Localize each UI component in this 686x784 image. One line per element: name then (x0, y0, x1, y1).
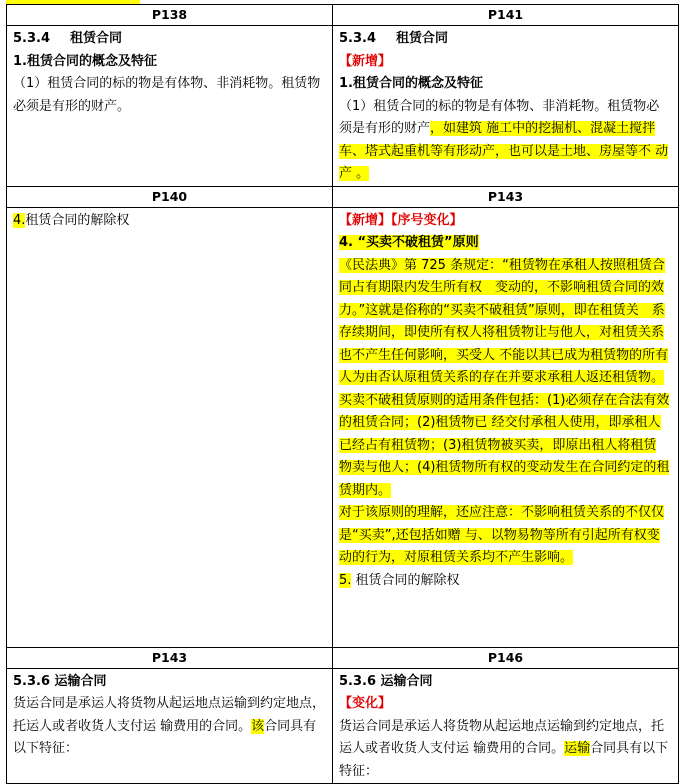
left-page-label: P143 (7, 647, 333, 668)
highlighted-text: ，如建筑 施工中的挖掘机、混凝土搅拌车、塔式起重机等有形动产，也可以是土地、房屋等不 动 产 。 (339, 121, 669, 181)
table-header-row (7, 647, 679, 668)
body-text: （1）租赁合同的标的物是有体物、非消耗物。租赁物必须是有形的财产，如建筑 施工中的挖掘机、混凝土搅拌车、塔式起重机等有形动产，也可以是土地、房屋等不 动 产 。 (339, 98, 669, 181)
heading-line (339, 232, 672, 255)
section-heading: 5.3.4 租赁合同 (339, 31, 449, 46)
left-cell (7, 668, 333, 784)
body-text: 4.租赁合同的解除权 (13, 212, 130, 228)
right-page-label: P141 (333, 5, 679, 26)
left-cell (7, 207, 333, 647)
highlighted-number: 4. (13, 212, 26, 228)
subheading: 1.租赁合同的概念及特征 (13, 53, 157, 69)
table-header-row (7, 186, 679, 207)
tag-changed: 【变化】 (339, 696, 392, 711)
tag-added: 【新增】 (339, 212, 392, 228)
table-row (7, 26, 679, 187)
paragraph (339, 502, 672, 570)
comparison-table (6, 4, 679, 784)
section-heading: 5.3.6 运输合同 (339, 673, 433, 689)
highlighted-text: 《民法典》第 725 条规定：“租赁物在承租人按照租赁合同占有期限内发生所有权 变动的，不影响租赁合同的效力。”这就是俗称的“买卖不破租赁”原则，即在租赁关 系存续期间，即使所有权人将租赁物让与他人，对租赁关系也不产生任何影响，买受人 不能以其已成为租赁物的所有人为由否认原租赁关系的存在并要求承租人返还租赁物。 买卖不破租赁原则的适用条件包括：(1)必须存在合法有效的租赁合同；(2)租赁物已 经交付承租人使用，即承租人已经占有租赁物；(3)租赁物被买卖，即原出租人将租赁 物卖与他人；(4)租赁物所有权的变动发生在合同约定的租赁期内。 (339, 257, 670, 498)
tags (339, 210, 672, 233)
table-row (7, 207, 679, 647)
tag-order-changed: 【序号变化】 (391, 212, 463, 228)
highlighted-text: 运输 (564, 741, 591, 756)
highlighted-text: 对于该原则的理解，还应注意：不影响租赁关系的不仅仅是“买卖”,还包括如赠 与、以物易物等所有引起所有权变动的行为，对原租赁关系均不产生影响。 (339, 505, 665, 565)
body-text: 货运合同是承运人将货物从起运地点运输到约定地点，托运人或者收货人支付运 输费用的合同。运输合同具有以下特征： (339, 718, 669, 779)
section-heading: 5.3.6 运输合同 (13, 673, 107, 689)
body-text: 5. 租赁合同的解除权 (339, 572, 460, 588)
body-text: 货运合同是承运人将货物从起运地点运输到约定地点，托运人或者收货人支付运 输费用的合同。该合同具有以下特征： (13, 696, 326, 756)
highlighted-number: 5. (339, 572, 352, 588)
right-cell (333, 26, 679, 187)
section-heading: 5.3.4 租赁合同 (13, 31, 123, 46)
subheading: 4. “买卖不破租赁”原则 (339, 235, 479, 250)
table-header-row (7, 5, 679, 26)
left-page-label: P138 (7, 5, 333, 26)
right-page-label: P146 (333, 647, 679, 668)
body-text: （1）租赁合同的标的物是有体物、非消耗物。租赁物必须是有形的财产。 (13, 76, 321, 114)
left-page-label: P140 (7, 186, 333, 207)
subheading: 1.租赁合同的概念及特征 (339, 76, 483, 91)
highlighted-text: 该 (251, 718, 265, 734)
paragraph (339, 255, 672, 503)
right-cell (333, 207, 679, 647)
right-cell (333, 668, 679, 784)
table-row (7, 668, 679, 784)
left-cell (7, 26, 333, 187)
right-page-label: P143 (333, 186, 679, 207)
tag-added: 【新增】 (339, 53, 392, 69)
